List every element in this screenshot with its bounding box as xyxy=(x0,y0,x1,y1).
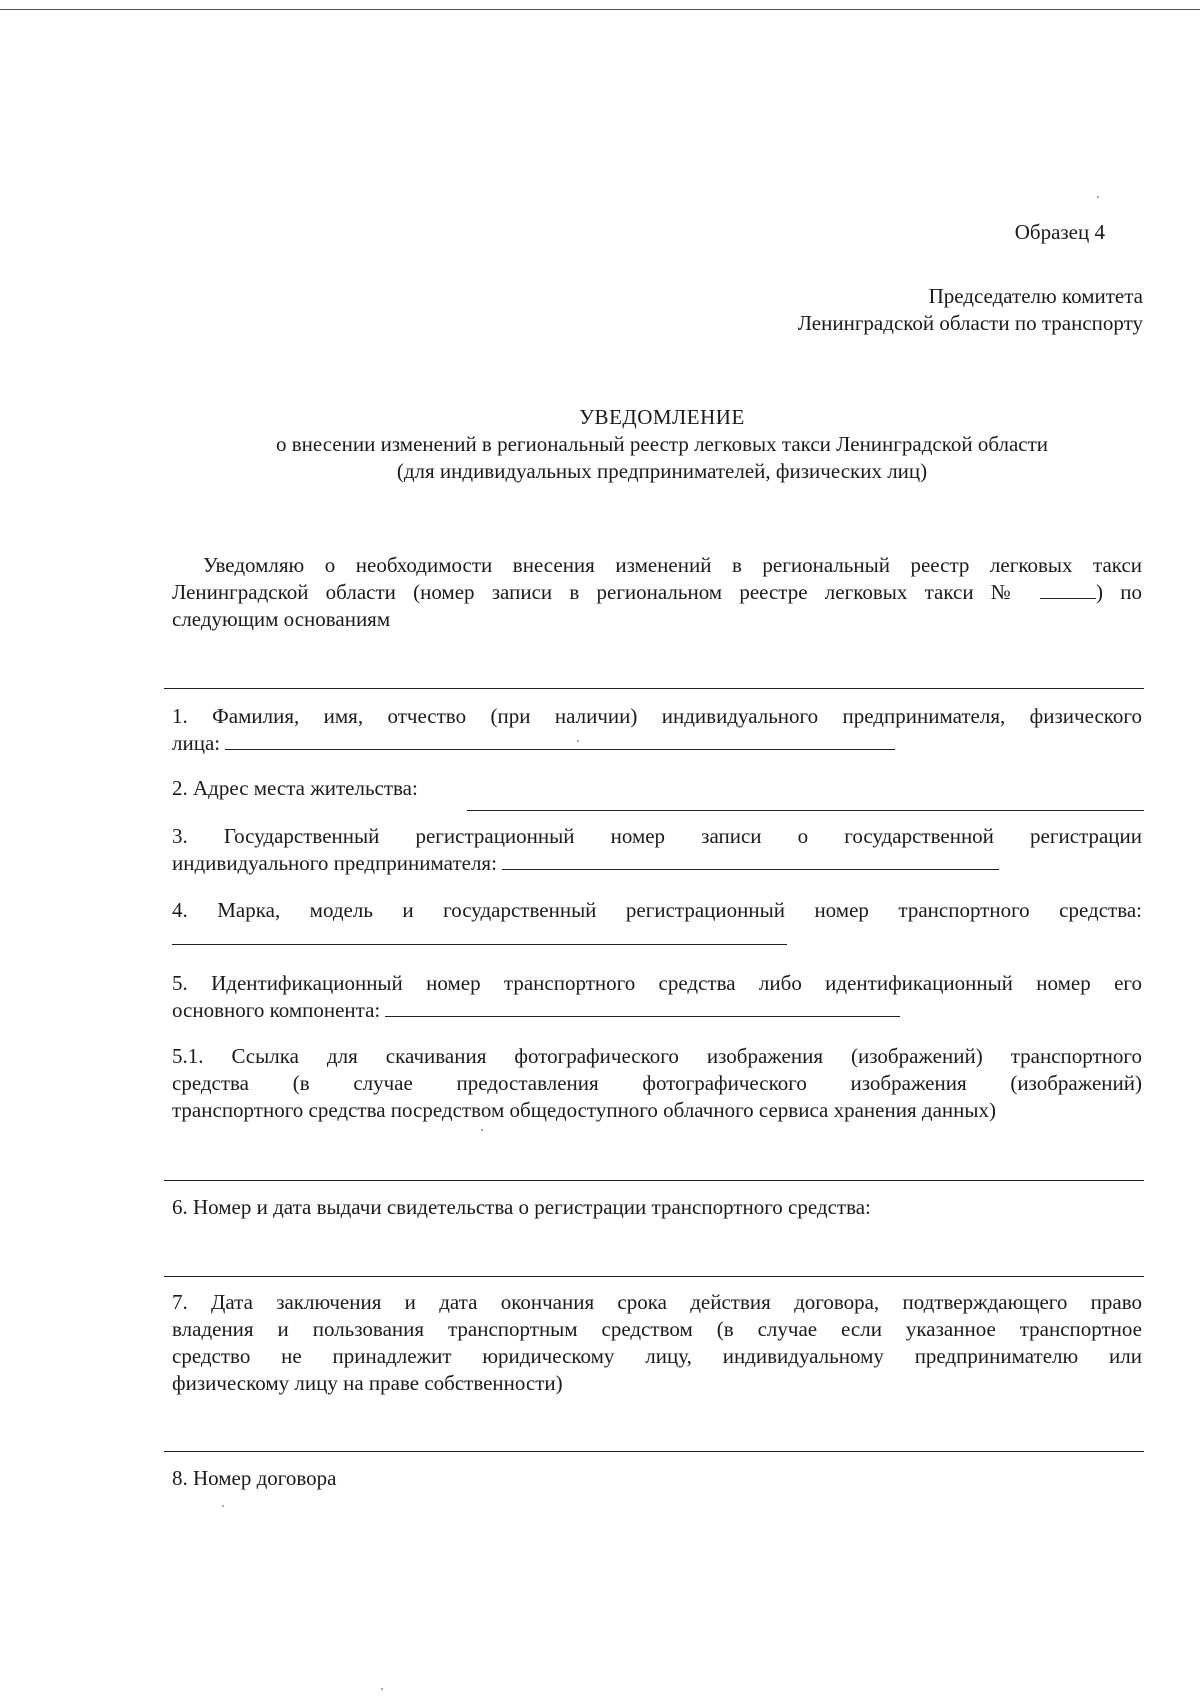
item-1-line-2 xyxy=(172,730,1142,757)
item-4-line-1: 4. Марка, модель и государственный регистрационный номер транспортного средства: xyxy=(172,898,1142,922)
sample-label: Образец 4 xyxy=(1014,220,1105,244)
item-5 xyxy=(172,970,1142,1024)
item-5-line-2 xyxy=(172,997,1142,1024)
item-6-label: 6. Номер и дата выдачи свидетельства о регистрации транспортного средства: xyxy=(172,1195,871,1219)
item-5-1-line-3: транспортного средства посредством общедоступного облачного сервиса хранения данных) xyxy=(172,1098,996,1122)
contract-dates-field-line[interactable] xyxy=(164,1451,1144,1452)
item-7-line-3: средство не принадлежит юридическому лицу, индивидуальному предпринимателю или xyxy=(172,1344,1142,1368)
vehicle-model-field-line[interactable] xyxy=(172,944,787,945)
intro-paragraph xyxy=(172,552,1142,633)
item-7-line-2: владения и пользования транспортным средством (в случае если указанное транспортное xyxy=(172,1317,1142,1341)
item-5-line-1: 5. Идентификационный номер транспортного средства либо идентификационный номер его xyxy=(172,971,1142,995)
scan-speck xyxy=(222,1505,224,1507)
item-8-label: 8. Номер договора xyxy=(172,1466,337,1490)
item-7 xyxy=(172,1289,1142,1397)
intro-line-2 xyxy=(172,579,1142,606)
ogrnip-field[interactable] xyxy=(502,851,999,870)
item-5-1-line-1: 5.1. Ссылка для скачивания фотографического изображения (изображений) транспортного xyxy=(172,1044,1142,1068)
item-3-line-1: 3. Государственный регистрационный номер записи о государственной регистрации xyxy=(172,824,1142,848)
document-subtitle-1: о внесении изменений в региональный реестр легковых такси Ленинградской области xyxy=(275,432,1049,456)
addressee-line-1: Председателю комитета xyxy=(928,284,1143,308)
item-1-line-1: 1. Фамилия, имя, отчество (при наличии) индивидуального предпринимателя, физического xyxy=(172,704,1142,728)
item-3 xyxy=(172,823,1142,877)
item-4 xyxy=(172,897,1142,924)
photo-link-field-line[interactable] xyxy=(164,1180,1144,1181)
item-5-1 xyxy=(172,1043,1142,1124)
addressee-line-2: Ленинградской области по транспорту xyxy=(797,311,1143,335)
registration-certificate-field-line[interactable] xyxy=(164,1276,1144,1277)
item-7-line-4: физическому лицу на праве собственности) xyxy=(172,1371,563,1395)
registry-number-field[interactable] xyxy=(1040,580,1096,599)
intro-line-3: следующим основаниям xyxy=(172,607,391,631)
grounds-field-line[interactable] xyxy=(164,688,1144,689)
item-5-1-line-2: средства (в случае предоставления фотографического изображения (изображений) xyxy=(172,1071,1142,1095)
item-3-label: индивидуального предпринимателя: xyxy=(172,851,497,875)
intro-line-2a: Ленинградской области (номер записи в региональном реестре легковых такси № xyxy=(172,580,1023,604)
item-2-label: 2. Адрес места жительства: xyxy=(172,776,418,800)
document-subtitle-2: (для индивидуальных предпринимателей, физических лиц) xyxy=(396,459,928,483)
item-7-line-1: 7. Дата заключения и дата окончания срока действия договора, подтверждающего право xyxy=(172,1290,1142,1314)
item-1-label: лица: xyxy=(172,731,221,755)
item-5-label: основного компонента: xyxy=(172,998,381,1022)
scan-speck xyxy=(481,1129,483,1131)
vin-field[interactable] xyxy=(385,998,900,1017)
intro-line-1: Уведомляю о необходимости внесения изменений в региональный реестр легковых такси xyxy=(203,553,1142,577)
intro-line-2b: ) по xyxy=(1096,580,1143,604)
scan-speck xyxy=(381,1688,383,1690)
scan-speck xyxy=(1097,196,1099,198)
document-title: УВЕДОМЛЕНИЕ xyxy=(579,405,745,429)
scan-edge-line xyxy=(0,9,1200,10)
item-3-line-2 xyxy=(172,850,1142,877)
full-name-field[interactable] xyxy=(225,731,895,750)
item-1 xyxy=(172,703,1142,757)
scan-speck xyxy=(577,740,579,742)
address-field-line[interactable] xyxy=(467,810,1144,811)
